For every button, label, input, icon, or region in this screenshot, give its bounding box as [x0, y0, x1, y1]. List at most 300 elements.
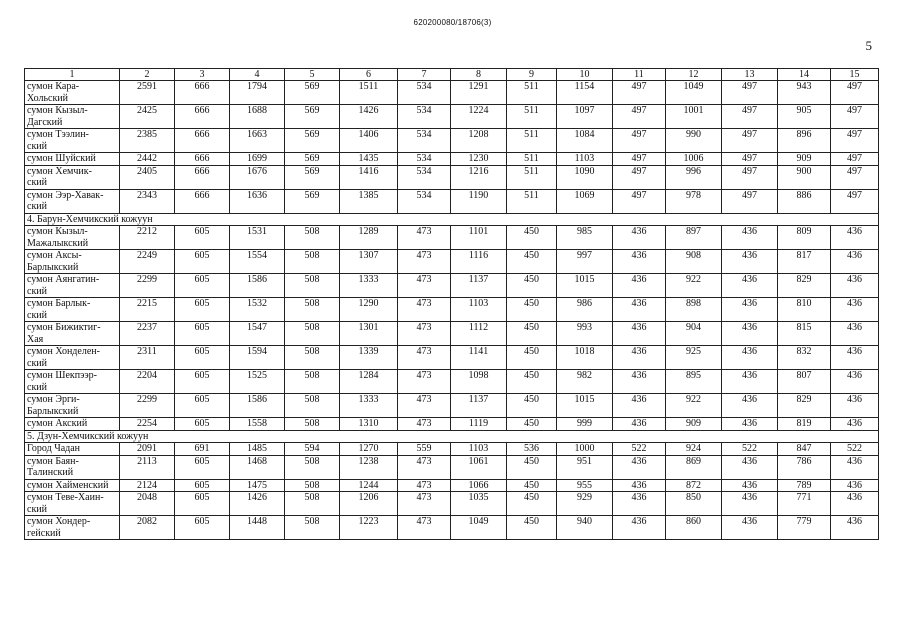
document-id: 620200080/18706(3): [413, 18, 492, 27]
value-cell: 809: [778, 226, 831, 250]
value-cell: 922: [666, 394, 722, 418]
value-cell: 497: [722, 189, 778, 213]
value-cell: 497: [613, 81, 666, 105]
value-cell: 1244: [340, 479, 398, 492]
value-cell: 473: [398, 418, 451, 431]
value-cell: 605: [175, 418, 230, 431]
value-cell: 1558: [230, 418, 285, 431]
value-cell: 534: [398, 81, 451, 105]
section-row: [25, 213, 879, 226]
column-number: 7: [398, 69, 451, 81]
value-cell: 569: [285, 81, 340, 105]
value-cell: 497: [722, 129, 778, 153]
value-cell: 605: [175, 394, 230, 418]
value-cell: 436: [613, 479, 666, 492]
value-cell: 436: [831, 226, 879, 250]
settlement-name: сумон Барлык- ский: [25, 298, 120, 322]
value-cell: 450: [507, 516, 557, 540]
value-cell: 1301: [340, 322, 398, 346]
column-number: 14: [778, 69, 831, 81]
value-cell: 2113: [120, 455, 175, 479]
value-cell: 497: [831, 129, 879, 153]
value-cell: 436: [831, 370, 879, 394]
value-cell: 473: [398, 479, 451, 492]
value-cell: 1586: [230, 274, 285, 298]
table-row: [25, 492, 879, 516]
value-cell: 450: [507, 250, 557, 274]
value-cell: 1066: [451, 479, 507, 492]
value-cell: 436: [722, 516, 778, 540]
value-cell: 605: [175, 516, 230, 540]
table-row: [25, 274, 879, 298]
value-cell: 497: [722, 81, 778, 105]
value-cell: 534: [398, 105, 451, 129]
value-cell: 1006: [666, 153, 722, 166]
value-cell: 508: [285, 370, 340, 394]
value-cell: 508: [285, 418, 340, 431]
value-cell: 810: [778, 298, 831, 322]
value-cell: 436: [831, 492, 879, 516]
table-row: [25, 81, 879, 105]
value-cell: 2212: [120, 226, 175, 250]
value-cell: 497: [831, 105, 879, 129]
value-cell: 898: [666, 298, 722, 322]
value-cell: 1310: [340, 418, 398, 431]
value-cell: 534: [398, 189, 451, 213]
value-cell: 1141: [451, 346, 507, 370]
value-cell: 2425: [120, 105, 175, 129]
value-cell: 497: [722, 105, 778, 129]
value-cell: 436: [831, 516, 879, 540]
column-number: 12: [666, 69, 722, 81]
value-cell: 2299: [120, 394, 175, 418]
settlement-name: сумон Акский: [25, 418, 120, 431]
value-cell: 1636: [230, 189, 285, 213]
value-cell: 1190: [451, 189, 507, 213]
value-cell: 569: [285, 153, 340, 166]
value-cell: 2204: [120, 370, 175, 394]
column-number: 10: [557, 69, 613, 81]
settlement-name: сумон Баян- Талинский: [25, 455, 120, 479]
value-cell: 436: [831, 322, 879, 346]
value-cell: 436: [722, 418, 778, 431]
column-number: 3: [175, 69, 230, 81]
value-cell: 605: [175, 322, 230, 346]
value-cell: 522: [613, 443, 666, 456]
value-cell: 904: [666, 322, 722, 346]
value-cell: 497: [831, 153, 879, 166]
value-cell: 436: [613, 322, 666, 346]
value-cell: 1101: [451, 226, 507, 250]
table-row: [25, 322, 879, 346]
value-cell: 497: [831, 189, 879, 213]
value-cell: 1097: [557, 105, 613, 129]
value-cell: 1290: [340, 298, 398, 322]
value-cell: 522: [722, 443, 778, 456]
value-cell: 978: [666, 189, 722, 213]
value-cell: 1416: [340, 165, 398, 189]
table-row: [25, 479, 879, 492]
value-cell: 929: [557, 492, 613, 516]
value-cell: 829: [778, 394, 831, 418]
value-cell: 473: [398, 226, 451, 250]
value-cell: 1119: [451, 418, 507, 431]
column-number: 4: [230, 69, 285, 81]
value-cell: 2311: [120, 346, 175, 370]
value-cell: 436: [831, 394, 879, 418]
value-cell: 436: [831, 346, 879, 370]
value-cell: 605: [175, 298, 230, 322]
value-cell: 450: [507, 274, 557, 298]
value-cell: 450: [507, 479, 557, 492]
value-cell: 1069: [557, 189, 613, 213]
value-cell: 497: [831, 81, 879, 105]
value-cell: 897: [666, 226, 722, 250]
value-cell: 829: [778, 274, 831, 298]
value-cell: 2442: [120, 153, 175, 166]
value-cell: 594: [285, 443, 340, 456]
value-cell: 473: [398, 298, 451, 322]
value-cell: 819: [778, 418, 831, 431]
value-cell: 1426: [230, 492, 285, 516]
value-cell: 473: [398, 322, 451, 346]
table-row: [25, 165, 879, 189]
value-cell: 1532: [230, 298, 285, 322]
value-cell: 473: [398, 394, 451, 418]
value-cell: 473: [398, 455, 451, 479]
value-cell: 436: [722, 370, 778, 394]
value-cell: 508: [285, 516, 340, 540]
value-cell: 872: [666, 479, 722, 492]
value-cell: 1103: [451, 443, 507, 456]
value-cell: 508: [285, 298, 340, 322]
column-number-row: [25, 69, 879, 81]
value-cell: 1216: [451, 165, 507, 189]
value-cell: 955: [557, 479, 613, 492]
value-cell: 1468: [230, 455, 285, 479]
value-cell: 850: [666, 492, 722, 516]
value-cell: 895: [666, 370, 722, 394]
settlement-name: сумон Тээлин- ский: [25, 129, 120, 153]
table-row: [25, 346, 879, 370]
value-cell: 666: [175, 105, 230, 129]
value-cell: 473: [398, 516, 451, 540]
value-cell: 436: [613, 492, 666, 516]
settlement-name: сумон Аксы- Барлыкский: [25, 250, 120, 274]
value-cell: 2237: [120, 322, 175, 346]
value-cell: 511: [507, 81, 557, 105]
value-cell: 951: [557, 455, 613, 479]
value-cell: 2343: [120, 189, 175, 213]
value-cell: 569: [285, 165, 340, 189]
value-cell: 1223: [340, 516, 398, 540]
value-cell: 508: [285, 322, 340, 346]
value-cell: 497: [613, 189, 666, 213]
value-cell: 450: [507, 394, 557, 418]
value-cell: 508: [285, 274, 340, 298]
section-title: 4. Барун-Хемчикский кожуун: [25, 213, 879, 226]
value-cell: 1554: [230, 250, 285, 274]
value-cell: 436: [613, 346, 666, 370]
value-cell: 905: [778, 105, 831, 129]
value-cell: 473: [398, 370, 451, 394]
value-cell: 436: [831, 250, 879, 274]
value-cell: 511: [507, 165, 557, 189]
table-row: [25, 418, 879, 431]
value-cell: 605: [175, 226, 230, 250]
value-cell: 508: [285, 250, 340, 274]
value-cell: 1547: [230, 322, 285, 346]
value-cell: 1586: [230, 394, 285, 418]
value-cell: 1531: [230, 226, 285, 250]
value-cell: 2254: [120, 418, 175, 431]
value-cell: 1049: [451, 516, 507, 540]
value-cell: 436: [722, 455, 778, 479]
value-cell: 1035: [451, 492, 507, 516]
table-row: [25, 129, 879, 153]
value-cell: 922: [666, 274, 722, 298]
column-number: 8: [451, 69, 507, 81]
value-cell: 1061: [451, 455, 507, 479]
value-cell: 605: [175, 492, 230, 516]
value-cell: 497: [613, 153, 666, 166]
value-cell: 1333: [340, 274, 398, 298]
data-table: [24, 68, 879, 540]
table-row: [25, 455, 879, 479]
value-cell: 1206: [340, 492, 398, 516]
value-cell: 534: [398, 129, 451, 153]
value-cell: 1426: [340, 105, 398, 129]
value-cell: 900: [778, 165, 831, 189]
value-cell: 789: [778, 479, 831, 492]
value-cell: 1137: [451, 274, 507, 298]
column-number: 1: [25, 69, 120, 81]
value-cell: 436: [722, 394, 778, 418]
column-number: 5: [285, 69, 340, 81]
value-cell: 786: [778, 455, 831, 479]
table-row: [25, 226, 879, 250]
value-cell: 436: [613, 298, 666, 322]
value-cell: 986: [557, 298, 613, 322]
value-cell: 997: [557, 250, 613, 274]
value-cell: 1307: [340, 250, 398, 274]
value-cell: 1511: [340, 81, 398, 105]
table-row: [25, 516, 879, 540]
value-cell: 511: [507, 153, 557, 166]
value-cell: 1090: [557, 165, 613, 189]
value-cell: 2215: [120, 298, 175, 322]
value-cell: 985: [557, 226, 613, 250]
value-cell: 1224: [451, 105, 507, 129]
value-cell: 940: [557, 516, 613, 540]
value-cell: 996: [666, 165, 722, 189]
value-cell: 436: [613, 455, 666, 479]
value-cell: 436: [831, 418, 879, 431]
value-cell: 1333: [340, 394, 398, 418]
value-cell: 436: [722, 298, 778, 322]
value-cell: 847: [778, 443, 831, 456]
value-cell: 1688: [230, 105, 285, 129]
value-cell: 508: [285, 479, 340, 492]
column-number: 11: [613, 69, 666, 81]
value-cell: 436: [831, 298, 879, 322]
value-cell: 925: [666, 346, 722, 370]
value-cell: 1103: [557, 153, 613, 166]
value-cell: 1699: [230, 153, 285, 166]
value-cell: 1339: [340, 346, 398, 370]
value-cell: 1663: [230, 129, 285, 153]
value-cell: 999: [557, 418, 613, 431]
value-cell: 473: [398, 274, 451, 298]
value-cell: 436: [831, 455, 879, 479]
settlement-name: сумон Кызыл- Дагский: [25, 105, 120, 129]
value-cell: 886: [778, 189, 831, 213]
value-cell: 1525: [230, 370, 285, 394]
value-cell: 436: [722, 250, 778, 274]
value-cell: 771: [778, 492, 831, 516]
value-cell: 691: [175, 443, 230, 456]
value-cell: 473: [398, 346, 451, 370]
value-cell: 1385: [340, 189, 398, 213]
value-cell: 1112: [451, 322, 507, 346]
value-cell: 908: [666, 250, 722, 274]
value-cell: 508: [285, 492, 340, 516]
value-cell: 473: [398, 492, 451, 516]
value-cell: 982: [557, 370, 613, 394]
value-cell: 508: [285, 455, 340, 479]
settlement-name: сумон Кызыл- Мажалыкский: [25, 226, 120, 250]
value-cell: 536: [507, 443, 557, 456]
value-cell: 666: [175, 129, 230, 153]
value-cell: 436: [722, 322, 778, 346]
value-cell: 807: [778, 370, 831, 394]
value-cell: 508: [285, 394, 340, 418]
value-cell: 909: [666, 418, 722, 431]
value-cell: 534: [398, 165, 451, 189]
value-cell: 869: [666, 455, 722, 479]
settlement-name: сумон Шекпээр- ский: [25, 370, 120, 394]
settlement-name: сумон Шуйский: [25, 153, 120, 166]
value-cell: 450: [507, 298, 557, 322]
value-cell: 2124: [120, 479, 175, 492]
value-cell: 666: [175, 189, 230, 213]
value-cell: 497: [831, 165, 879, 189]
value-cell: 605: [175, 370, 230, 394]
value-cell: 436: [722, 226, 778, 250]
value-cell: 497: [722, 153, 778, 166]
value-cell: 1000: [557, 443, 613, 456]
value-cell: 436: [722, 346, 778, 370]
table-row: [25, 370, 879, 394]
value-cell: 436: [722, 274, 778, 298]
value-cell: 1154: [557, 81, 613, 105]
value-cell: 497: [722, 165, 778, 189]
settlement-name: сумон Бижиктиг- Хая: [25, 322, 120, 346]
value-cell: 569: [285, 189, 340, 213]
settlement-name: сумон Кара- Хольский: [25, 81, 120, 105]
value-cell: 666: [175, 81, 230, 105]
value-cell: 2591: [120, 81, 175, 105]
value-cell: 1001: [666, 105, 722, 129]
value-cell: 569: [285, 129, 340, 153]
value-cell: 832: [778, 346, 831, 370]
value-cell: 511: [507, 105, 557, 129]
value-cell: 436: [722, 479, 778, 492]
settlement-name: сумон Хонделен- ский: [25, 346, 120, 370]
value-cell: 522: [831, 443, 879, 456]
value-cell: 1116: [451, 250, 507, 274]
value-cell: 1137: [451, 394, 507, 418]
value-cell: 943: [778, 81, 831, 105]
value-cell: 817: [778, 250, 831, 274]
settlement-name: сумон Аянгатин- ский: [25, 274, 120, 298]
value-cell: 1794: [230, 81, 285, 105]
value-cell: 1291: [451, 81, 507, 105]
column-number: 13: [722, 69, 778, 81]
value-cell: 436: [613, 418, 666, 431]
value-cell: 534: [398, 153, 451, 166]
value-cell: 990: [666, 129, 722, 153]
table-row: [25, 189, 879, 213]
column-number: 15: [831, 69, 879, 81]
table-row: [25, 153, 879, 166]
table-row: [25, 443, 879, 456]
value-cell: 569: [285, 105, 340, 129]
value-cell: 436: [613, 226, 666, 250]
value-cell: 511: [507, 129, 557, 153]
section-row: [25, 430, 879, 443]
value-cell: 1485: [230, 443, 285, 456]
value-cell: 779: [778, 516, 831, 540]
value-cell: 511: [507, 189, 557, 213]
table-row: [25, 250, 879, 274]
value-cell: 473: [398, 250, 451, 274]
value-cell: 1270: [340, 443, 398, 456]
value-cell: 605: [175, 250, 230, 274]
value-cell: 1015: [557, 394, 613, 418]
value-cell: 450: [507, 346, 557, 370]
value-cell: 860: [666, 516, 722, 540]
value-cell: 436: [722, 492, 778, 516]
value-cell: 605: [175, 274, 230, 298]
section-title: 5. Дзун-Хемчикский кожуун: [25, 430, 879, 443]
value-cell: 909: [778, 153, 831, 166]
value-cell: 1676: [230, 165, 285, 189]
column-number: 6: [340, 69, 398, 81]
value-cell: 666: [175, 153, 230, 166]
value-cell: 1435: [340, 153, 398, 166]
value-cell: 1018: [557, 346, 613, 370]
value-cell: 497: [613, 105, 666, 129]
value-cell: 815: [778, 322, 831, 346]
value-cell: 436: [613, 274, 666, 298]
value-cell: 1098: [451, 370, 507, 394]
value-cell: 1208: [451, 129, 507, 153]
value-cell: 450: [507, 370, 557, 394]
value-cell: 436: [613, 250, 666, 274]
value-cell: 436: [613, 370, 666, 394]
value-cell: 924: [666, 443, 722, 456]
column-number: 9: [507, 69, 557, 81]
table-row: [25, 298, 879, 322]
value-cell: 666: [175, 165, 230, 189]
value-cell: 2405: [120, 165, 175, 189]
value-cell: 497: [613, 165, 666, 189]
value-cell: 2299: [120, 274, 175, 298]
table-row: [25, 105, 879, 129]
value-cell: 1284: [340, 370, 398, 394]
value-cell: 993: [557, 322, 613, 346]
